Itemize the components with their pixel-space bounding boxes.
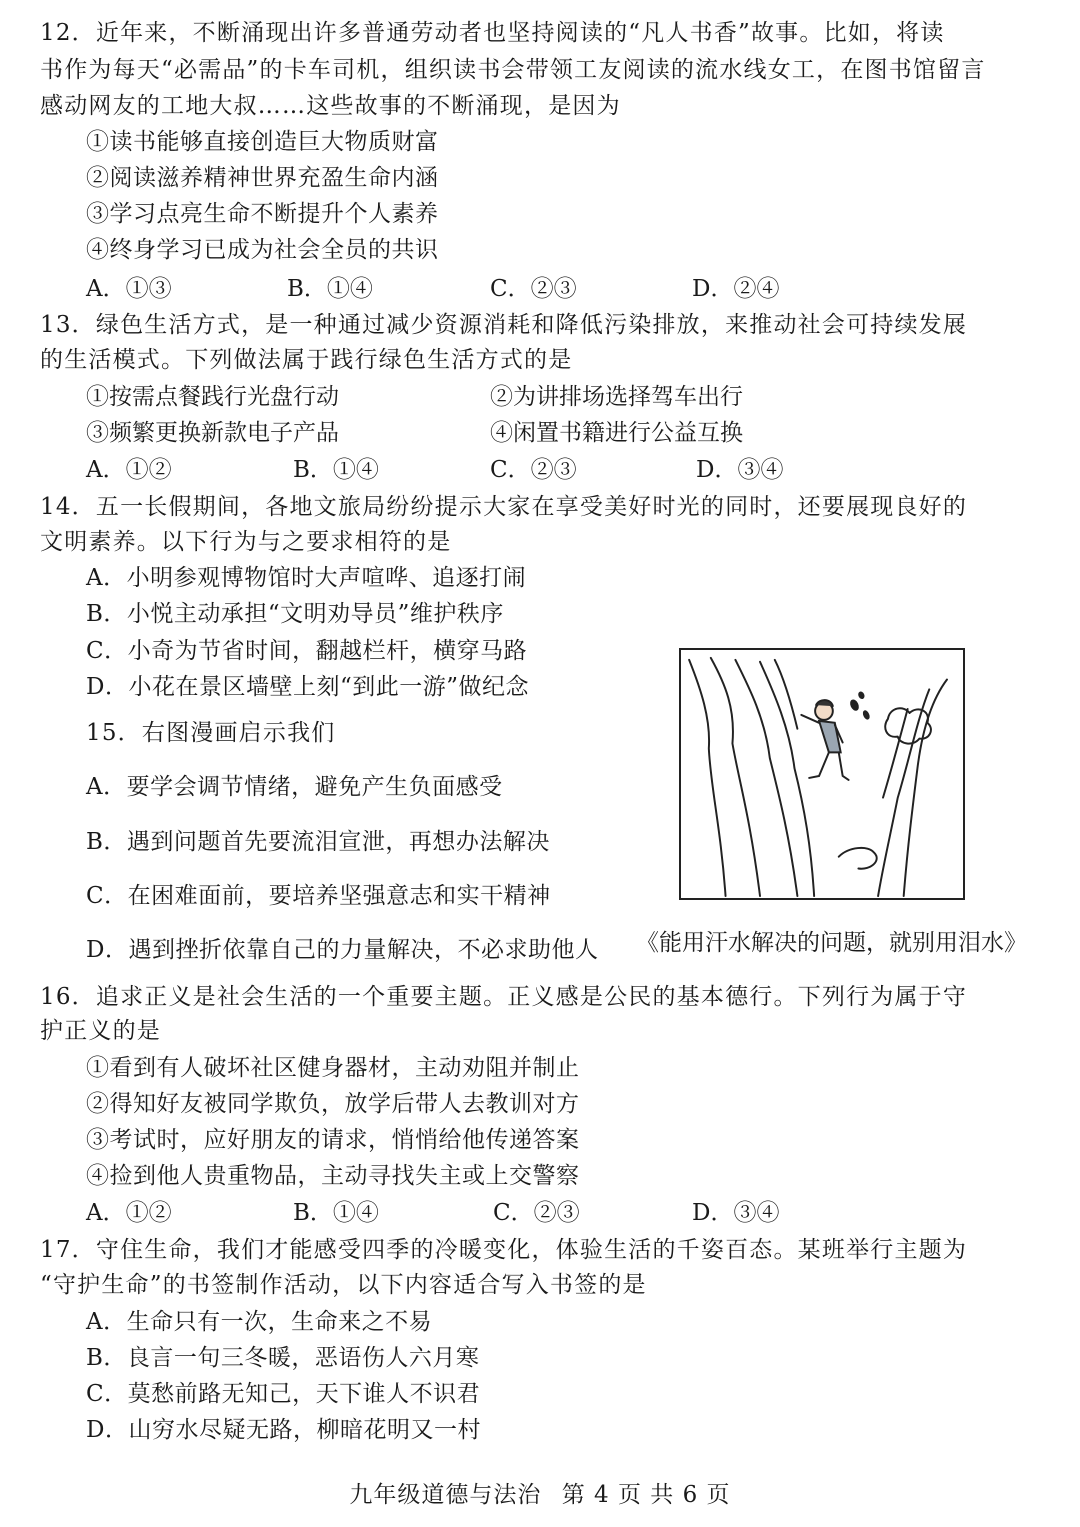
- q15-stem: 15．右图漫画启示我们: [86, 720, 336, 746]
- q13-choice-c: C．②③: [490, 457, 577, 483]
- q16-statement-2: ②得知好友被同学欺负，放学后带人去教训对方: [86, 1091, 580, 1117]
- q15-option-c: C．在困难面前，要培养坚强意志和实干精神: [86, 883, 551, 909]
- q13-statement-2: ②为讲排场选择驾车出行: [490, 384, 743, 410]
- q12-statement-2: ②阅读滋养精神世界充盈生命内涵: [86, 165, 439, 191]
- q12-choice-d: D．②④: [692, 276, 780, 302]
- q16-choice-b: B．①④: [293, 1200, 379, 1226]
- q12-choice-c: C．②③: [490, 276, 577, 302]
- cliff-climber-icon: [681, 650, 963, 898]
- q17-option-a: A．生命只有一次，生命来之不易: [86, 1309, 433, 1335]
- q15-option-a: A．要学会调节情绪，避免产生负面感受: [86, 774, 503, 800]
- q13-choice-a: A．①②: [86, 457, 172, 483]
- q15-option-b: B．遇到问题首先要流泪宣泄，再想办法解决: [86, 829, 550, 855]
- q12-statement-3: ③学习点亮生命不断提升个人素养: [86, 201, 439, 227]
- q16-stem-line-1: 16．追求正义是社会生活的一个重要主题。正义感是公民的基本德行。下列行为属于守: [40, 984, 968, 1010]
- q14-stem-line-2: 文明素养。以下行为与之要求相符的是: [40, 529, 452, 555]
- q13-statement-3: ③频繁更换新款电子产品: [86, 420, 339, 446]
- q13-choice-b: B．①④: [293, 457, 379, 483]
- q17-option-b: B．良言一句三冬暖，恶语伤人六月寒: [86, 1345, 480, 1371]
- q17-option-c: C．莫愁前路无知己，天下谁人不识君: [86, 1381, 481, 1407]
- q16-choice-c: C．②③: [493, 1200, 580, 1226]
- q12-choice-b: B．①④: [287, 276, 373, 302]
- q14-stem-line-1: 14．五一长假期间，各地文旅局纷纷提示大家在享受美好时光的同时，还要展现良好的: [40, 494, 968, 520]
- cartoon-caption: 《能用汗水解决的问题，就别用泪水》: [636, 930, 1027, 956]
- q14-option-a: A．小明参观博物馆时大声喧哗、追逐打闹: [86, 565, 527, 591]
- page-footer: [0, 1478, 1080, 1512]
- q17-stem-line-2: “守护生命”的书签制作活动，以下内容适合写入书签的是: [40, 1272, 647, 1298]
- q12-choice-a: A．①③: [86, 276, 172, 302]
- q12-stem-line-1: 12．近年来，不断涌现出许多普通劳动者也坚持阅读的“凡人书香”故事。比如，将读: [40, 20, 945, 46]
- q16-choice-a: A．①②: [86, 1200, 172, 1226]
- footer-subject: 九年级道德与法治: [349, 1482, 542, 1508]
- footer-page-number: 第 4 页 共 6 页: [561, 1482, 731, 1508]
- q13-choice-d: D．③④: [696, 457, 784, 483]
- q14-option-c: C．小奇为节省时间，翻越栏杆，横穿马路: [86, 638, 528, 664]
- cartoon-illustration: [679, 648, 965, 900]
- q16-stem-line-2: 护正义的是: [40, 1018, 161, 1044]
- q13-stem-line-1: 13．绿色生活方式，是一种通过减少资源消耗和降低污染排放，来推动社会可持续发展: [40, 312, 968, 338]
- q12-statement-4: ④终身学习已成为社会全员的共识: [86, 237, 439, 263]
- q13-stem-line-2: 的生活模式。下列做法属于践行绿色生活方式的是: [40, 347, 573, 373]
- q17-option-d: D．山穷水尽疑无路，柳暗花明又一村: [86, 1417, 481, 1443]
- q13-statement-4: ④闲置书籍进行公益互换: [490, 420, 743, 446]
- q12-stem-line-2: 书作为每天“必需品”的卡车司机，组织读书会带领工友阅读的流水线女工，在图书馆留言: [40, 57, 986, 83]
- q13-statement-1: ①按需点餐践行光盘行动: [86, 384, 339, 410]
- q16-statement-3: ③考试时，应好朋友的请求，悄悄给他传递答案: [86, 1127, 580, 1153]
- q16-statement-4: ④捡到他人贵重物品，主动寻找失主或上交警察: [86, 1163, 580, 1189]
- q16-choice-d: D．③④: [692, 1200, 780, 1226]
- q17-stem-line-1: 17．守住生命，我们才能感受四季的冷暖变化，体验生活的千姿百态。某班举行主题为: [40, 1237, 968, 1263]
- q12-stem-line-3: 感动网友的工地大叔……这些故事的不断涌现，是因为: [40, 93, 621, 119]
- q12-statement-1: ①读书能够直接创造巨大物质财富: [86, 129, 439, 155]
- q16-statement-1: ①看到有人破坏社区健身器材，主动劝阻并制止: [86, 1055, 580, 1081]
- q14-option-d: D．小花在景区墙壁上刻“到此一游”做纪念: [86, 674, 529, 700]
- q15-option-d: D．遇到挫折依靠自己的力量解决，不必求助他人: [86, 937, 599, 963]
- q14-option-b: B．小悦主动承担“文明劝导员”维护秩序: [86, 601, 504, 627]
